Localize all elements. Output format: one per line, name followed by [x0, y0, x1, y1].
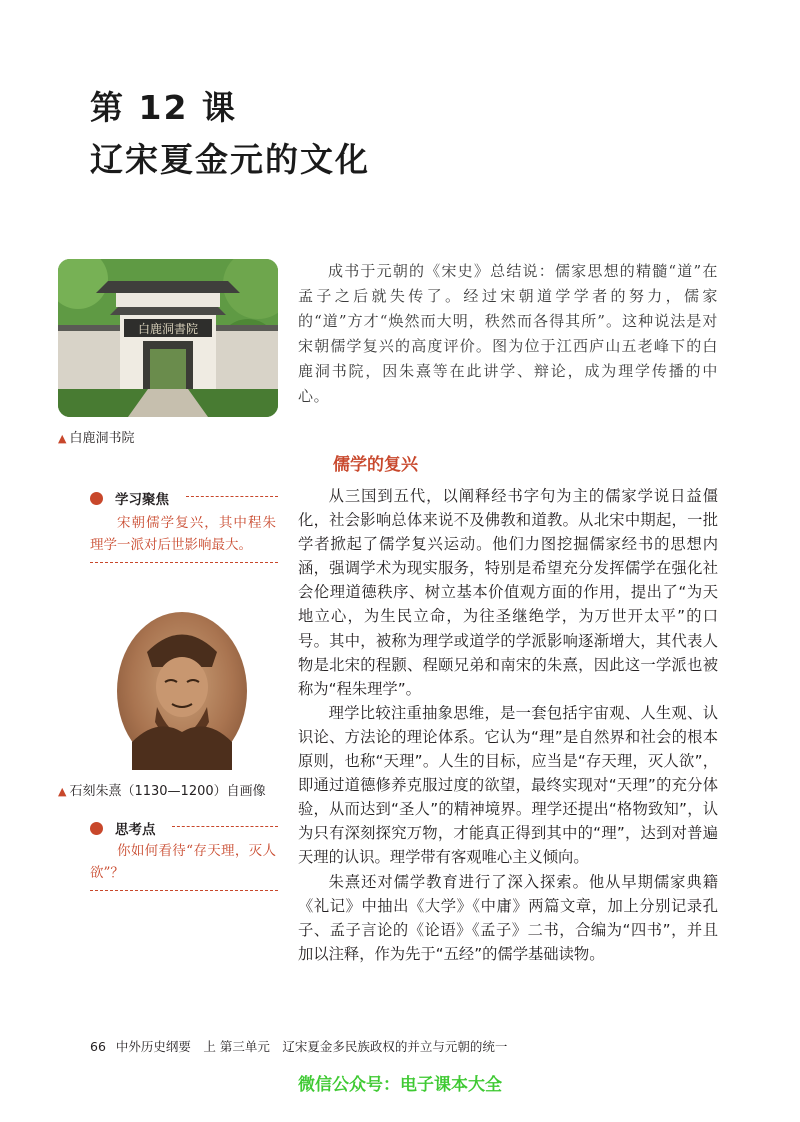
- think-heading: 思考点: [90, 818, 156, 838]
- academy-photo: [58, 259, 278, 417]
- focus-heading: 学习聚焦: [90, 488, 169, 508]
- focus-divider: [186, 496, 278, 497]
- wechat-watermark: 微信公众号：电子课本大全: [298, 1075, 502, 1095]
- portrait-caption: ▲ 石刻朱熹（1130—1200）自画像: [58, 784, 266, 799]
- page-number: 66: [90, 1039, 106, 1054]
- think-text: 你如何看待“存天理，灭人欲”？: [90, 843, 276, 881]
- book-info: 中外历史纲要 上 第三单元 辽宋夏金多民族政权的并立与元朝的统一: [115, 1039, 508, 1054]
- body-paragraph-3: 朱熹还对儒学教育进行了深入探索。他从早期儒家典籍《礼记》中抽出《大学》《中庸》两篇文章，加上分别记录孔子、孟子言论的《论语》《孟子》二书，合编为“四书”，并且加以注释，作为先于“五经”的儒学基础读物。: [298, 872, 718, 963]
- triangle-marker-icon: ▲: [58, 432, 67, 445]
- intro-paragraph: 成书于元朝的《宋史》总结说：儒家思想的精髓“道”在孟子之后就失传了。经过宋朝道学学者的努力，儒家的“道”方才“焕然而大明，秩然而各得其所”。这种说法是对宋朝儒学复兴的高度评价。图为位于江西庐山五老峰下的白鹿洞书院，因朱熹等在此讲学、辩论，成为理学传播的中心。: [298, 262, 718, 405]
- gate-sign-text: 白鹿洞書院: [137, 322, 199, 336]
- body-paragraph-2: 理学比较注重抽象思维，是一套包括宇宙观、人生观、认识论、方法论的理论体系。它认为“理”是自然界和社会的根本原则，也称“天理”。人生的目标，应当是“存天理，灭人欲”，即通过道德修养克服过度的欲望，最终实现对“天理”的充分体验，从而达到“圣人”的精神境界。理学还提出“格物致知”，认为只有深刻探究万物，才能真正得到其中的“理”，达到对普遍天理的认识。理学带有客观唯心主义倾向。: [298, 703, 718, 867]
- focus-bottom-divider: [90, 562, 278, 563]
- focus-text: 宋朝儒学复兴，其中程朱理学一派对后世影响最大。: [90, 515, 276, 553]
- section-title: 儒学的复兴: [333, 455, 418, 475]
- think-bottom-divider: [90, 890, 278, 891]
- lesson-number: 第 12 课: [90, 88, 237, 127]
- think-divider: [172, 826, 278, 827]
- bullet-dot-icon: [90, 822, 103, 835]
- bullet-dot-icon: [90, 492, 103, 505]
- lesson-title: 辽宋夏金元的文化: [90, 140, 370, 179]
- triangle-marker-icon: ▲: [58, 785, 67, 798]
- zhu-xi-portrait: [117, 612, 247, 770]
- photo-caption: ▲ 白鹿洞书院: [58, 431, 135, 446]
- page-footer: [90, 1037, 507, 1055]
- main-body: [298, 484, 718, 966]
- body-paragraph-1: 从三国到五代，以阐释经书字句为主的儒家学说日益僵化，社会影响总体来说不及佛教和道教。从北宋中期起，一批学者掀起了儒学复兴运动。他们力图挖掘儒家经书的思想内涵，强调学术为现实服务，特别是希望充分发挥儒学在强化社会伦理道德秩序、树立基本价值观方面的作用，提出了“为天地立心，为生民立命，为往圣继绝学，为万世开太平”的口号。其中，被称为理学或道学的学派影响逐渐增大，其代表人物是北宋的程颢、程颐兄弟和南宋的朱熹，因此这一学派也被称为“程朱理学”。: [298, 487, 718, 698]
